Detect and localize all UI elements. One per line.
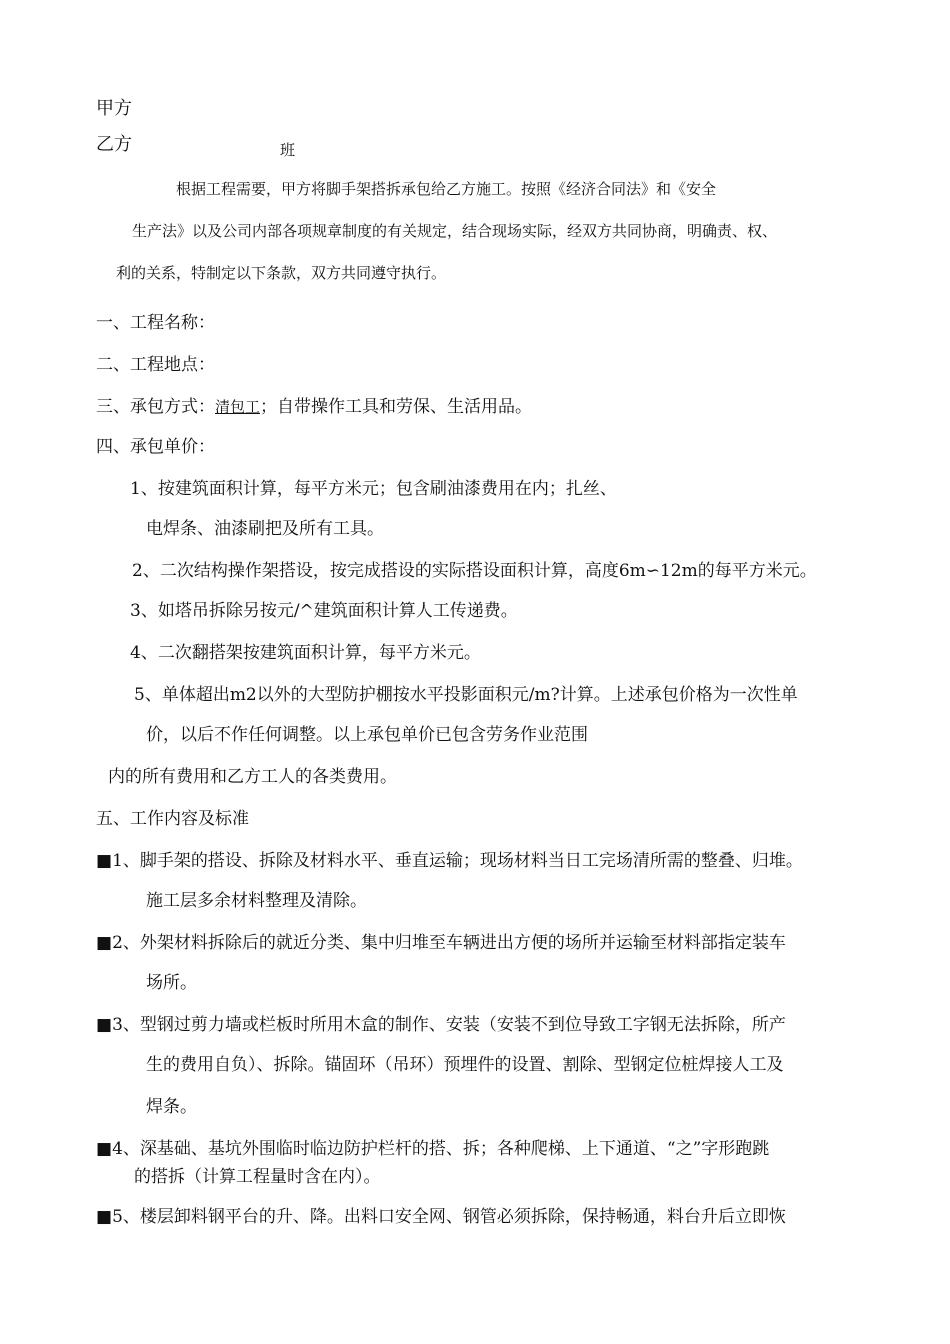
price-item-4: 4、二次翻搭架按建筑面积计算，每平方米元。 [130, 643, 481, 663]
party-b-label: 乙方 [96, 134, 132, 155]
bullet-icon: ■ [96, 1139, 113, 1159]
price-item-5c: 内的所有费用和乙方工人的各类费用。 [108, 767, 397, 787]
section-1-heading: 一、工程名称： [96, 313, 215, 333]
price-item-1a: 1、按建筑面积计算，每平方米元；包含刷油漆费用在内；扎丝、 [130, 479, 617, 499]
work-item-5a-text: 5、楼层卸料钢平台的升、降。出料口安全网、钢管必须拆除，保持畅通，料台升后立即恢 [112, 1207, 786, 1227]
work-item-3a [96, 1014, 786, 1036]
work-item-4a-text: 4、深基础、基坑外围临时临边防护栏杆的搭、拆；各种爬梯、上下通道、“之”字形跑跳 [112, 1139, 770, 1159]
bullet-icon: ■ [96, 1015, 113, 1035]
work-item-2a [96, 932, 786, 954]
price-item-5b: 价，以后不作任何调整。以上承包单价已包含劳务作业范围 [146, 725, 588, 745]
work-item-1b: 施工层多余材料整理及清除。 [146, 891, 367, 911]
work-item-1a-text: 1、脚手架的搭设、拆除及材料水平、垂直运输；现场材料当日工完场清所需的整叠、归堆。 [112, 851, 803, 871]
section-2-heading: 二、工程地点： [96, 355, 215, 375]
price-item-5a: 5、单体超出m2以外的大型防护棚按水平投影面积元/m?计算。上述承包价格为一次性单 [134, 685, 798, 705]
price-item-3: 3、如塔吊拆除另按元/^建筑面积计算人工传递费。 [130, 601, 518, 621]
price-item-2: 2、二次结构操作架搭设，按完成搭设的实际搭设面积计算，高度6m∽12m的每平方米元。 [132, 561, 817, 581]
section-5-heading: 五、工作内容及标准 [96, 809, 249, 829]
work-item-1a [96, 850, 803, 872]
section-3-line [96, 396, 532, 418]
intro-line-3: 利的关系，特制定以下条款，双方共同遵守执行。 [116, 264, 447, 282]
work-item-2a-text: 2、外架材料拆除后的就近分类、集中归堆至车辆进出方便的场所并运输至材料部指定装车 [112, 933, 786, 953]
intro-line-2: 生产法》以及公司内部各项规章制度的有关规定，结合现场实际，经双方共同协商，明确责、权、 [132, 222, 778, 240]
work-item-3a-text: 3、型钢过剪力墙或栏板时所用木盒的制作、安装（安装不到位导致工字钢无法拆除，所产 [112, 1015, 786, 1035]
contract-type-value: 清包工 [215, 398, 261, 416]
bullet-icon: ■ [96, 933, 113, 953]
work-item-3b: 生的费用自负）、拆除。锚固环（吊环）预埋件的设置、割除、型钢定位桩焊接人工及 [146, 1055, 784, 1075]
price-item-1b: 电焊条、油漆刷把及所有工具。 [146, 519, 384, 539]
intro-line-1: 根据工程需要，甲方将脚手架搭拆承包给乙方施工。按照《经济合同法》和《安全 [176, 180, 717, 198]
bullet-icon: ■ [96, 851, 113, 871]
bullet-icon: ■ [96, 1207, 113, 1227]
work-item-3c: 焊条。 [146, 1097, 197, 1117]
section-3-suffix: ；自带操作工具和劳保、生活用品。 [260, 397, 533, 417]
party-b-suffix: 班 [280, 141, 296, 159]
party-a-label: 甲方 [96, 98, 132, 119]
work-item-2b: 场所。 [146, 973, 197, 993]
work-item-4a [96, 1138, 769, 1160]
section-4-heading: 四、承包单价： [96, 437, 215, 457]
work-item-4b: 的搭拆（计算工程量时含在内）。 [134, 1167, 381, 1187]
section-3-heading: 三、承包方式： [96, 397, 215, 417]
work-item-5a [96, 1206, 786, 1228]
